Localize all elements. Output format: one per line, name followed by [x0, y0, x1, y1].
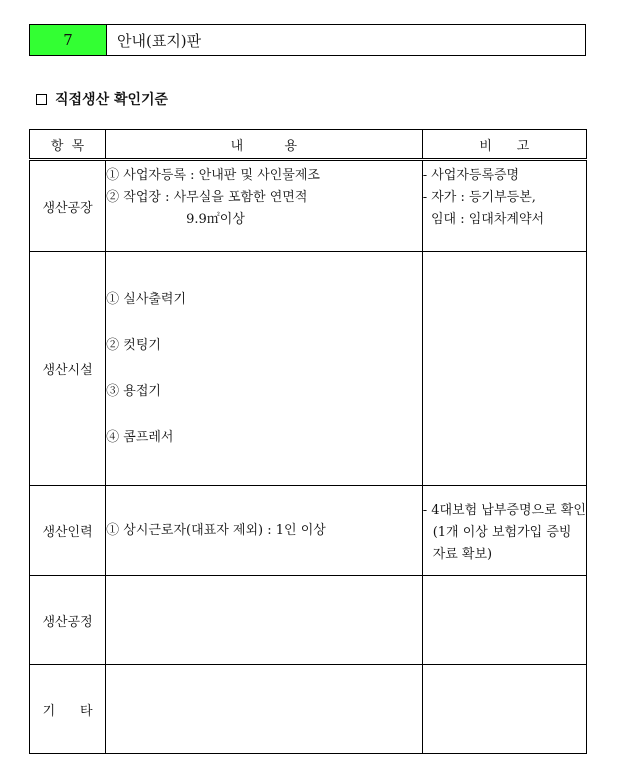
- content-line: ③ 용접기: [106, 383, 161, 399]
- row-content: [106, 252, 423, 486]
- item-number: 7: [30, 25, 107, 55]
- content-line: ① 사업자등록 : 안내판 및 사인물제조: [106, 168, 320, 183]
- content-line: 9.9㎡이상: [186, 212, 245, 227]
- item-header: [29, 24, 586, 56]
- note-line: (1개 이상 보험가입 증빙: [432, 525, 572, 540]
- row-note: [422, 486, 586, 576]
- content-line: ② 작업장 : 사무실을 포함한 연면적: [106, 190, 308, 205]
- row-label: 생산공정: [30, 576, 106, 665]
- header-note: 비 고: [422, 130, 586, 160]
- table-row: [30, 665, 587, 754]
- row-note: [422, 160, 586, 252]
- row-label: 기 타: [30, 665, 106, 754]
- row-label: 생산인력: [30, 486, 106, 576]
- table-row: [30, 486, 587, 576]
- row-content: [106, 665, 423, 754]
- section-title: 직접생산 확인기준: [55, 92, 169, 108]
- row-label: 생산시설: [30, 252, 106, 486]
- table-row: [30, 252, 587, 486]
- note-line: - 사업자등록증명: [422, 168, 520, 183]
- row-content: [106, 486, 423, 576]
- table-row: [30, 576, 587, 665]
- row-label: 생산공장: [30, 160, 106, 252]
- item-title: 안내(표지)판: [117, 31, 202, 50]
- note-line: - 자가 : 등기부등본,: [422, 190, 536, 205]
- content-line: ② 컷팅기: [106, 337, 161, 353]
- note-line: - 4대보험 납부증명으로 확인: [422, 503, 586, 518]
- checkbox-square-icon: [36, 94, 47, 105]
- row-note: [422, 576, 586, 665]
- table-row: [30, 160, 587, 252]
- content-line: ① 실사출력기: [106, 291, 187, 307]
- row-content: [106, 160, 423, 252]
- note-line: 자료 확보): [432, 547, 493, 562]
- content-line: ④ 콤프레서: [106, 429, 174, 445]
- row-content: [106, 576, 423, 665]
- header-content: 내 용: [106, 130, 423, 160]
- header-item: 항 목: [30, 130, 106, 160]
- table-header-row: [30, 130, 587, 160]
- content-line: ① 상시근로자(대표자 제외) : 1인 이상: [106, 522, 326, 538]
- row-note: [422, 665, 586, 754]
- row-note: [422, 252, 586, 486]
- note-line: 임대 : 임대차계약서: [422, 212, 545, 227]
- criteria-table: [29, 129, 587, 754]
- section-heading: [36, 89, 168, 109]
